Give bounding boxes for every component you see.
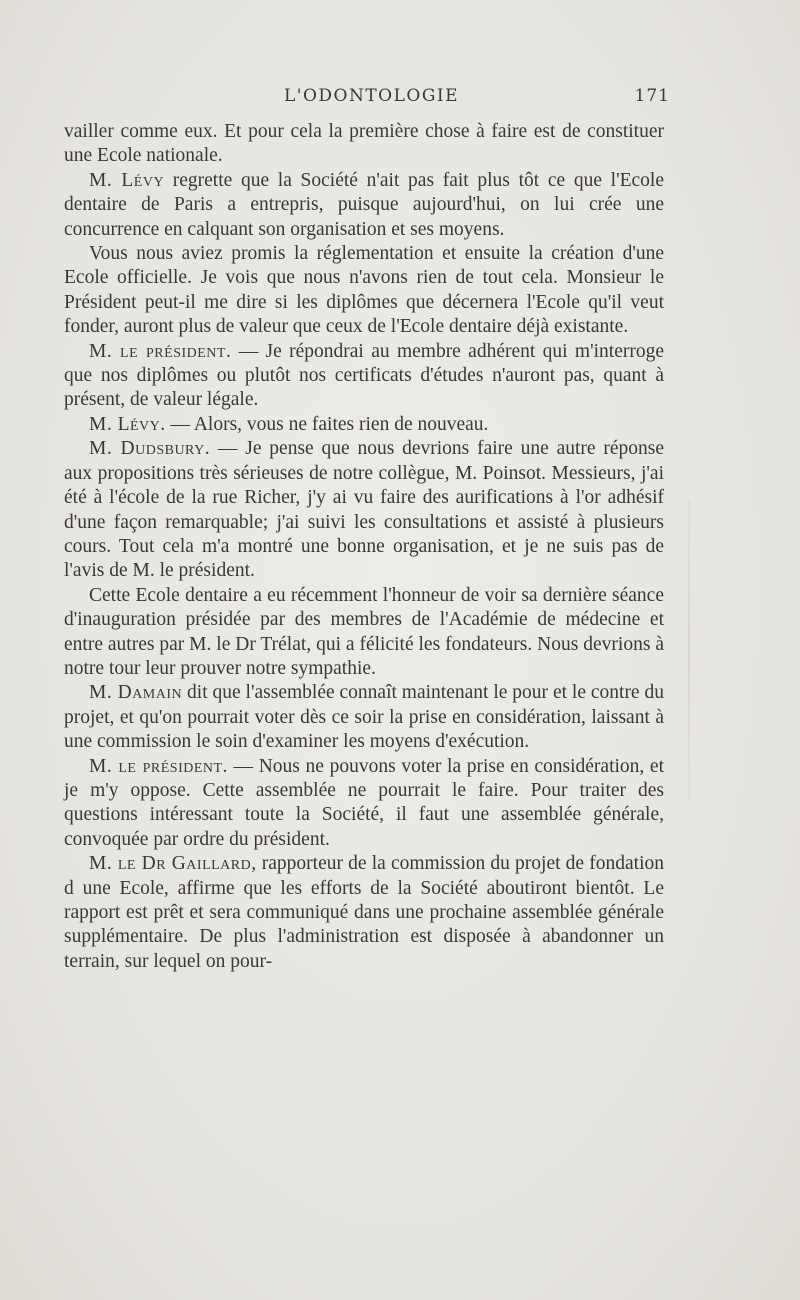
paragraph <box>64 584 664 682</box>
paragraph-text: regrette que la Société n'ait pas fait plus tôt ce que l'Ecole dentaire de Paris a entrepris, puisque aujourd'hui, on lui crée une concurrence en calquant son organisation et ses moyens. <box>64 169 664 240</box>
body-text <box>64 120 664 974</box>
paragraph-text: — Nous ne pouvons voter la prise en considération, et je m'y oppose. Cette assemblée ne pourrait le faire. Pour traiter des questions intéressant toute la Société, il faut une assemblée générale, convoquée par ordre du président. <box>64 755 664 850</box>
paragraph-text: rapporteur de la commission du projet de fondation d une Ecole, affirme que les efforts de la Société aboutiront bientôt. Le rapport est prêt et sera communiqué dans une prochaine assemblée générale supplémentaire. De plus l'administration est disposée à abandonner un terrain, sur lequel on pour- <box>64 853 664 972</box>
speaker-name: M. le président. <box>89 340 232 362</box>
paragraph-text: — Je répondrai au membre adhérent qui m'interroge que nos diplômes ou plutôt nos certificats d'études n'auront pas, quant à présent, de valeur légale. <box>64 340 664 411</box>
paragraph <box>64 120 664 169</box>
paragraph <box>64 755 664 853</box>
paragraph-text: vailler comme eux. Et pour cela la première chose à faire est de constituer une Ecole nationale. <box>64 121 664 167</box>
paragraph <box>64 242 664 340</box>
speaker-name: M. le président. <box>89 755 228 777</box>
speaker-name: M. Lévy <box>89 169 165 191</box>
paragraph <box>64 681 664 754</box>
speaker-name: M. le Dr Gaillard, <box>89 853 257 875</box>
paragraph <box>64 340 664 413</box>
paragraph-text: dit que l'assemblée connaît maintenant le pour et le contre du projet, et qu'on pourrait voter dès ce soir la prise en considération, laissant à une commission le soin d'examiner les moyens d'exécution. <box>64 682 664 753</box>
paper-crease <box>688 500 690 800</box>
page-number: 171 <box>634 86 670 106</box>
paragraph-text: — Alors, vous ne faites rien de nouveau. <box>165 413 489 435</box>
paragraph <box>64 413 664 437</box>
paragraph-text: — Je pense que nous devrions faire une autre réponse aux propositions très sérieuses de notre collègue, M. Poinsot. Messieurs, j'ai été à l'école de la rue Richer, j'y ai vu faire des aurifications à l'or adhésif d'une façon remarquable; j'ai suivi les consultations et assisté à plusieurs cours. Tout cela m'a montré une bonne organisation, et je ne suis pas de l'avis de M. le président. <box>64 438 664 582</box>
speaker-name: M. Dudsbury. <box>89 438 211 460</box>
paragraph <box>64 169 664 242</box>
speaker-name: M. Lévy. <box>89 413 166 435</box>
running-header <box>62 86 670 110</box>
paragraph <box>64 437 664 583</box>
paragraph <box>64 852 664 974</box>
paragraph-text: Cette Ecole dentaire a eu récemment l'honneur de voir sa dernière séance d'inauguration présidée par des membres de l'Académie de médecine et entre autres par M. le Dr Trélat, qui a félicité les fondateurs. Nous devrions à notre tour leur prouver notre sympathie. <box>64 584 664 679</box>
running-title: L'ODONTOLOGIE <box>284 86 460 106</box>
speaker-name: M. Damain <box>89 682 183 704</box>
paragraph-text: Vous nous aviez promis la réglementation et ensuite la création d'une Ecole officielle. Je vois que nous n'avons rien de tout cela. Monsieur le Président peut-il me dire si les diplômes que décernera l'Ecole qu'il veut fonder, auront plus de valeur que ceux de l'Ecole dentaire déjà existante. <box>64 243 664 338</box>
